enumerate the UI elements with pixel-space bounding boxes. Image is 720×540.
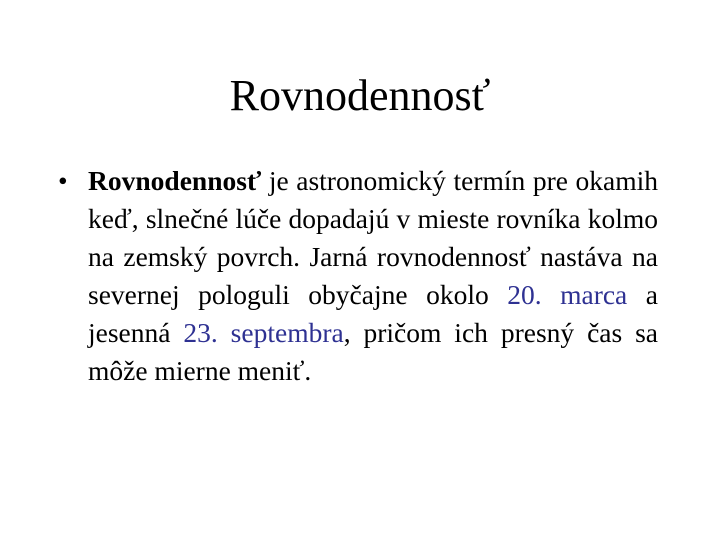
body-text-2: a jesenná — [88, 279, 658, 348]
date-link-march[interactable]: 20. marca — [507, 279, 628, 310]
bullet-item — [58, 162, 658, 390]
bullet-mark: • — [58, 165, 68, 196]
slide-title: Rovnodennosť — [229, 71, 491, 120]
bullet-list — [58, 162, 658, 390]
body-text-3: , pričom ich presný čas sa môže mierne meniť. — [88, 317, 659, 386]
date-link-september[interactable]: 23. septembra — [183, 317, 344, 348]
term-bold: Rovnodennosť — [88, 165, 262, 196]
body-text-1: je astronomický termín pre okamih keď, slnečné lúče dopadajú v mieste rovníka kolmo na zemský povrch. Jarná rovnodennosť nastáva na severnej pologuli obyčajne okolo — [88, 165, 658, 310]
